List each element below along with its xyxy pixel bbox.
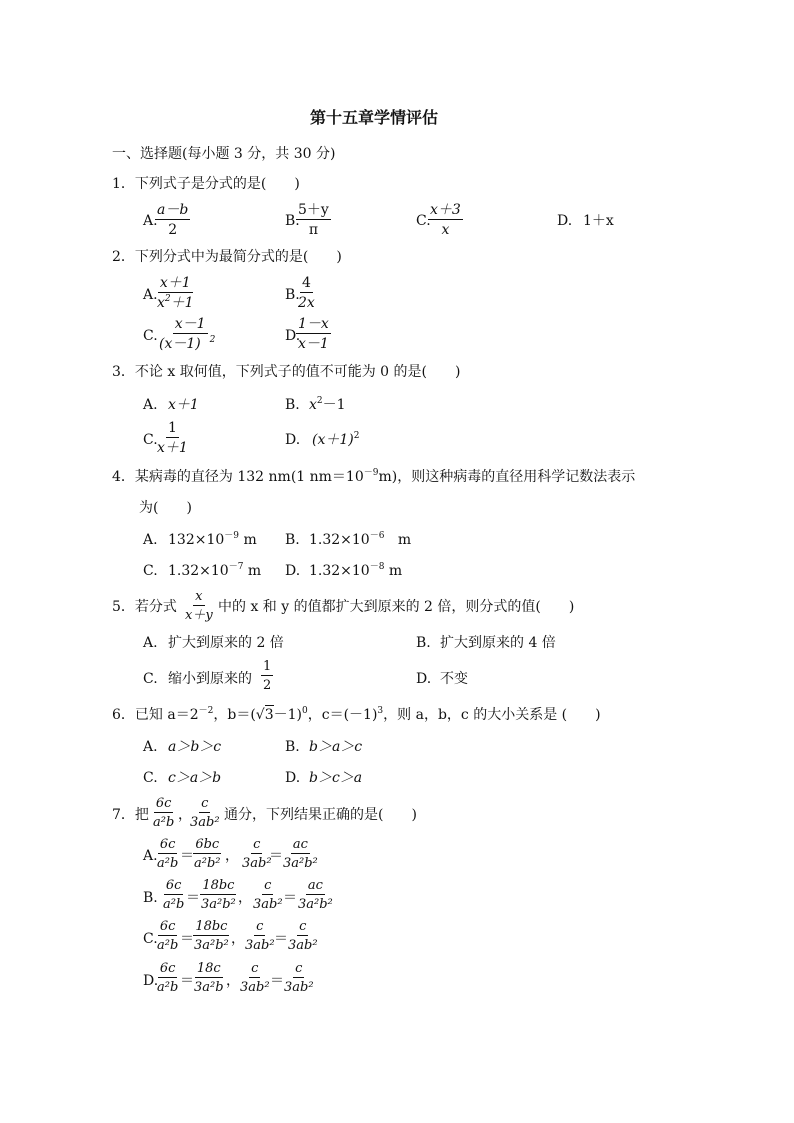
option-c-text: 缩小到原来的 xyxy=(168,671,252,687)
fraction: $\frac{ac}{\text{3a²b²}}$ xyxy=(283,837,318,871)
fraction: $\frac{18bc}{\text{3a²b²}}$ xyxy=(194,919,229,953)
comma: ， xyxy=(231,931,245,947)
option-label: B. xyxy=(285,287,300,303)
option-label: D. xyxy=(557,213,573,229)
question-2-stem: 2．下列分式中为最简分式的是( ) xyxy=(112,249,342,265)
fraction: $\frac{6c}{\text{a²b}}$ xyxy=(157,961,179,995)
option-label: A. xyxy=(143,848,158,864)
option-label: D. xyxy=(416,671,432,687)
option-a-expression: $132\times 10^{-9}$ m xyxy=(168,531,257,548)
question-7-fraction-1: $\frac{6c}{\text{a²b}}$ xyxy=(153,796,175,830)
option-label: C. xyxy=(143,671,158,687)
option-label: B. xyxy=(285,213,300,229)
equals-sign: ＝ xyxy=(283,890,297,906)
equals-sign: ＝ xyxy=(180,848,194,864)
option-a-text: 扩大到原来的 2 倍 xyxy=(168,635,284,651)
option-c-fraction: $\frac{1}{2}$ xyxy=(263,659,272,693)
equals-sign: ＝ xyxy=(269,848,283,864)
option-label: D. xyxy=(285,432,301,448)
option-label: D. xyxy=(285,563,301,579)
question-4-stem: 4．某病毒的直径为 132 nm(1 $nm=10^{-9}m$)，则这种病毒的直径用科学记数法表示 xyxy=(112,468,636,485)
option-label: C. xyxy=(143,328,158,344)
comma: ， xyxy=(178,807,192,823)
fraction: $\frac{c}{\text{3ab²}}$ xyxy=(242,837,272,871)
fraction: $\frac{6bc}{\text{a²b²}}$ xyxy=(194,837,221,871)
option-label: D. xyxy=(285,328,301,344)
fraction: $\frac{18c}{\text{3a²b}}$ xyxy=(194,961,224,995)
fraction: $\frac{6c}{\text{a²b}}$ xyxy=(157,919,179,953)
option-label: A. xyxy=(143,739,158,755)
question-4-stem-line2: 为( ) xyxy=(139,500,192,516)
option-d-expression: $1.32\times 10^{-8}$ m xyxy=(309,562,403,579)
option-b-expression: $1.32\times 10^{-6}$ m xyxy=(309,531,412,548)
fraction: $\frac{c}{\text{3ab²}}$ xyxy=(245,919,275,953)
fraction: $\frac{c}{\text{3ab²}}$ xyxy=(240,961,270,995)
option-label: C. xyxy=(416,213,431,229)
fraction: $\frac{c}{\text{3ab²}}$ xyxy=(253,878,283,912)
option-b-expression: b＞a＞c xyxy=(309,739,363,755)
option-label: A. xyxy=(143,397,158,413)
option-c-fraction: $\frac{1}{x+1}$ xyxy=(157,420,188,456)
option-c-expression: $1.32\times 10^{-7}$ m xyxy=(168,562,262,579)
fraction: $\frac{6c}{\text{a²b}}$ xyxy=(163,878,185,912)
fraction: $\frac{c}{\text{3ab²}}$ xyxy=(288,919,318,953)
option-c-fraction: $\frac{x+3}{x}$ xyxy=(430,202,461,238)
option-c-fraction: $\frac{x-1}{(x-1) ^2}$ xyxy=(159,316,216,352)
option-b-text: 扩大到原来的 4 倍 xyxy=(440,635,556,651)
equals-sign: ＝ xyxy=(180,973,194,989)
option-a-expression: a＞b＞c xyxy=(168,739,222,755)
question-7-fraction-2: $\frac{c}{\text{3ab²}}$ xyxy=(190,796,220,830)
option-d-expression: b＞c＞a xyxy=(309,770,363,786)
option-label: A. xyxy=(143,635,158,651)
equals-sign: ＝ xyxy=(186,890,200,906)
option-label: C. xyxy=(143,563,158,579)
comma: ， xyxy=(238,890,252,906)
option-label: B. xyxy=(285,739,300,755)
option-b-fraction: $\frac{5+y}{\pi}$ xyxy=(298,202,329,238)
equals-sign: ＝ xyxy=(274,931,288,947)
question-6-stem: 6．已知 $a=2^{-2}$，$b=(√3-1)^0$，$c=(-1)^3$，则 a，b，c 的大小关系是 ( ) xyxy=(112,706,601,723)
option-label: B. xyxy=(143,890,158,906)
equals-sign: ＝ xyxy=(270,973,284,989)
section-heading: 一、选择题(每小题 3 分，共 30 分) xyxy=(112,146,336,162)
option-a-fraction: $\frac{a-b}{2}$ xyxy=(157,202,189,238)
option-label: C. xyxy=(143,770,158,786)
question-5-fraction: $\frac{x}{x+y}$ xyxy=(185,589,213,623)
option-d-text: 不变 xyxy=(440,671,468,687)
comma: ， xyxy=(225,848,239,864)
option-b-expression: $x^2-1$ xyxy=(309,396,346,413)
fraction: $\frac{ac}{\text{3a²b²}}$ xyxy=(298,878,333,912)
question-7-stem-part2: 通分，下列结果正确的是( ) xyxy=(224,807,417,823)
option-d-expression: 1＋x xyxy=(583,213,614,229)
question-5-stem-part1: 5．若分式 xyxy=(112,599,177,615)
fraction: $\frac{c}{\text{3ab²}}$ xyxy=(284,961,314,995)
option-label: D. xyxy=(285,770,301,786)
question-1-stem: 1．下列式子是分式的是( ) xyxy=(112,176,300,192)
option-d-fraction: $\frac{1-x}{x-1}$ xyxy=(298,316,329,352)
option-d-expression: $(x+1)^2$ xyxy=(312,431,360,448)
option-label: A. xyxy=(143,287,158,303)
option-label: C. xyxy=(143,931,158,947)
option-a-fraction: $\frac{x+1}{x^2+1}$ xyxy=(157,275,194,311)
option-label: A. xyxy=(143,532,158,548)
comma: ， xyxy=(226,973,240,989)
option-label: B. xyxy=(285,397,300,413)
option-label: A. xyxy=(143,213,158,229)
option-c-expression: c＞a＞b xyxy=(168,770,222,786)
option-b-fraction: $\frac{4}{2x}$ xyxy=(298,275,315,311)
equals-sign: ＝ xyxy=(180,931,194,947)
fraction: $\frac{6c}{\text{a²b}}$ xyxy=(157,837,179,871)
option-a-expression: x＋1 xyxy=(168,397,199,413)
question-3-stem: 3．不论 x 取何值，下列式子的值不可能为 0 的是( ) xyxy=(112,364,461,380)
page-title: 第十五章学情评估 xyxy=(310,108,439,127)
option-label: C. xyxy=(143,432,158,448)
option-label: D. xyxy=(143,973,159,989)
fraction: $\frac{18bc}{\text{3a²b²}}$ xyxy=(201,878,236,912)
question-7-stem-part1: 7．把 xyxy=(112,807,149,823)
question-5-stem-part2: 中的 x 和 y 的值都扩大到原来的 2 倍，则分式的值( ) xyxy=(218,599,575,615)
option-label: B. xyxy=(285,532,300,548)
option-label: B. xyxy=(416,635,431,651)
